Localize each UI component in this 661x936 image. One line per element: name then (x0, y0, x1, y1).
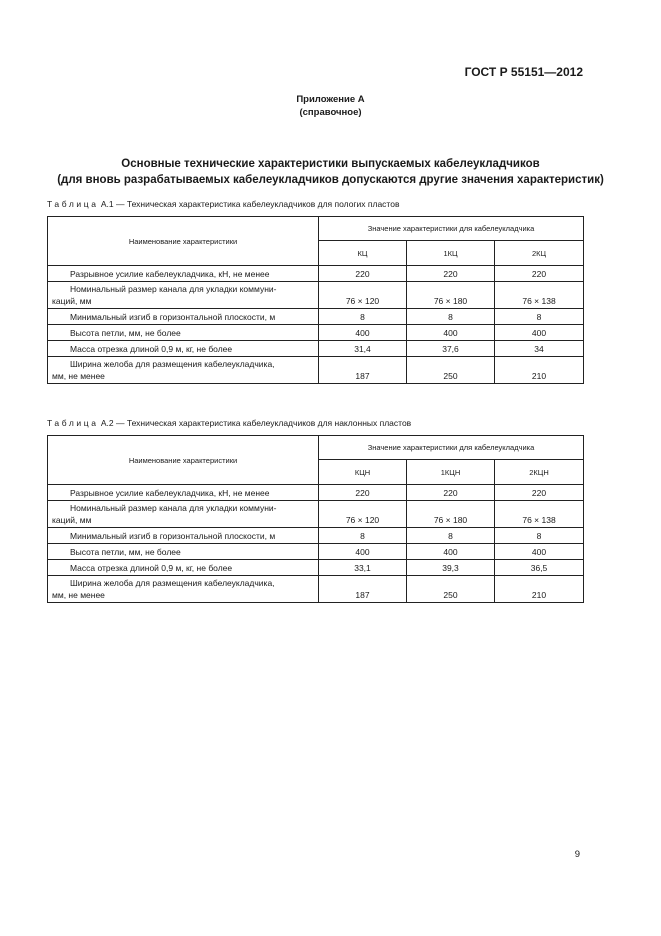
table-a2-body (48, 436, 584, 603)
characteristic-name (48, 528, 319, 544)
table-a2-header-name: Наименование характеристики (48, 436, 319, 485)
annex-subtitle: (справочное) (299, 107, 362, 118)
characteristic-name-line-1: Ширина желоба для размещения кабелеукладчика, (70, 578, 275, 588)
characteristic-value: 8 (319, 528, 407, 544)
characteristic-name (48, 309, 319, 325)
characteristic-name-line-2: мм, не менее (52, 590, 105, 600)
table-a1-column-header: 2КЦ (495, 241, 584, 266)
characteristic-name-line-1: Разрывное усилие кабелеукладчика, кН, не менее (70, 269, 270, 279)
table-row (48, 325, 584, 341)
table-a1-caption-prefix: Таблица (47, 199, 99, 209)
characteristic-name (48, 576, 319, 603)
table-a2-caption-text: А.2 — Техническая характеристика кабелеукладчиков для наклонных пластов (98, 418, 412, 428)
table-row (48, 544, 584, 560)
characteristic-name-line-1: Масса отрезка длиной 0,9 м, кг, не более (70, 344, 233, 354)
table-a2-column-header: 2КЦН (495, 460, 584, 485)
table-row (48, 282, 584, 309)
main-title (0, 156, 661, 188)
characteristic-value: 31,4 (319, 341, 407, 357)
characteristic-value: 187 (319, 576, 407, 603)
characteristic-value: 210 (495, 357, 584, 384)
characteristic-name-line-1: Разрывное усилие кабелеукладчика, кН, не менее (70, 488, 270, 498)
characteristic-value: 400 (319, 544, 407, 560)
table-a2-header-row (48, 436, 584, 460)
main-title-line-2: (для вновь разрабатываемых кабелеукладчиков допускаются другие значения характеристик) (57, 174, 604, 186)
table-a1-caption (47, 199, 399, 209)
characteristic-value: 76 × 138 (495, 501, 584, 528)
characteristic-name (48, 485, 319, 501)
characteristic-value: 400 (319, 325, 407, 341)
table-row (48, 357, 584, 384)
table-a2-header-values: Значение характеристики для кабелеукладчика (319, 436, 584, 460)
characteristic-value: 187 (319, 357, 407, 384)
characteristic-value: 250 (407, 576, 495, 603)
table-a1-header-row (48, 217, 584, 241)
characteristic-value: 8 (319, 309, 407, 325)
standard-code: ГОСТ Р 55151—2012 (464, 65, 583, 79)
characteristic-value: 76 × 180 (407, 282, 495, 309)
characteristic-name-line-2: каций, мм (52, 515, 92, 525)
characteristic-value: 400 (407, 325, 495, 341)
characteristic-value: 220 (319, 266, 407, 282)
table-a1-header-values: Значение характеристики для кабелеукладчика (319, 217, 584, 241)
table-a1-caption-text: А.1 — Техническая характеристика кабелеукладчиков для пологих пластов (98, 199, 400, 209)
characteristic-value: 220 (495, 485, 584, 501)
table-a2-column-header: КЦН (319, 460, 407, 485)
characteristic-name (48, 266, 319, 282)
characteristic-value: 220 (495, 266, 584, 282)
table-a2-caption-prefix: Таблица (47, 418, 99, 428)
table-a1-body (48, 217, 584, 384)
table-row (48, 501, 584, 528)
table-row (48, 576, 584, 603)
characteristic-value: 36,5 (495, 560, 584, 576)
characteristic-value: 76 × 120 (319, 501, 407, 528)
characteristic-value: 76 × 120 (319, 282, 407, 309)
characteristic-name (48, 544, 319, 560)
table-a1-column-header: КЦ (319, 241, 407, 266)
main-title-line-1: Основные технические характеристики выпускаемых кабелеукладчиков (121, 158, 540, 170)
characteristic-value: 250 (407, 357, 495, 384)
characteristic-value: 33,1 (319, 560, 407, 576)
characteristic-value: 8 (407, 528, 495, 544)
characteristic-value: 8 (407, 309, 495, 325)
table-a2 (47, 435, 584, 603)
table-a2-caption (47, 418, 411, 428)
characteristic-name-line-2: каций, мм (52, 296, 92, 306)
characteristic-name-line-1: Высота петли, мм, не более (70, 328, 181, 338)
table-row (48, 485, 584, 501)
table-a1-header-name: Наименование характеристики (48, 217, 319, 266)
characteristic-name-line-1: Высота петли, мм, не более (70, 547, 181, 557)
characteristic-value: 76 × 180 (407, 501, 495, 528)
annex-title: Приложение А (296, 94, 365, 105)
characteristic-value: 220 (407, 266, 495, 282)
characteristic-value: 76 × 138 (495, 282, 584, 309)
characteristic-name (48, 501, 319, 528)
characteristic-value: 39,3 (407, 560, 495, 576)
table-row (48, 528, 584, 544)
characteristic-name (48, 560, 319, 576)
characteristic-name-line-1: Ширина желоба для размещения кабелеукладчика, (70, 359, 275, 369)
characteristic-name-line-2: мм, не менее (52, 371, 105, 381)
characteristic-name (48, 325, 319, 341)
table-row (48, 341, 584, 357)
characteristic-name (48, 282, 319, 309)
characteristic-value: 400 (407, 544, 495, 560)
table-a1-column-header: 1КЦ (407, 241, 495, 266)
characteristic-value: 37,6 (407, 341, 495, 357)
characteristic-value: 220 (319, 485, 407, 501)
characteristic-value: 8 (495, 309, 584, 325)
characteristic-name (48, 357, 319, 384)
characteristic-name (48, 341, 319, 357)
characteristic-name-line-1: Минимальный изгиб в горизонтальной плоскости, м (70, 312, 276, 322)
table-a2-column-header: 1КЦН (407, 460, 495, 485)
table-row (48, 309, 584, 325)
characteristic-name-line-1: Масса отрезка длиной 0,9 м, кг, не более (70, 563, 233, 573)
table-row (48, 560, 584, 576)
characteristic-value: 220 (407, 485, 495, 501)
characteristic-value: 400 (495, 544, 584, 560)
characteristic-name-line-1: Номинальный размер канала для укладки коммуни- (70, 284, 277, 294)
characteristic-value: 400 (495, 325, 584, 341)
table-a1 (47, 216, 584, 384)
characteristic-name-line-1: Минимальный изгиб в горизонтальной плоскости, м (70, 531, 276, 541)
characteristic-name-line-1: Номинальный размер канала для укладки коммуни- (70, 503, 277, 513)
characteristic-value: 8 (495, 528, 584, 544)
page-number: 9 (574, 849, 580, 860)
table-row (48, 266, 584, 282)
characteristic-value: 34 (495, 341, 584, 357)
characteristic-value: 210 (495, 576, 584, 603)
